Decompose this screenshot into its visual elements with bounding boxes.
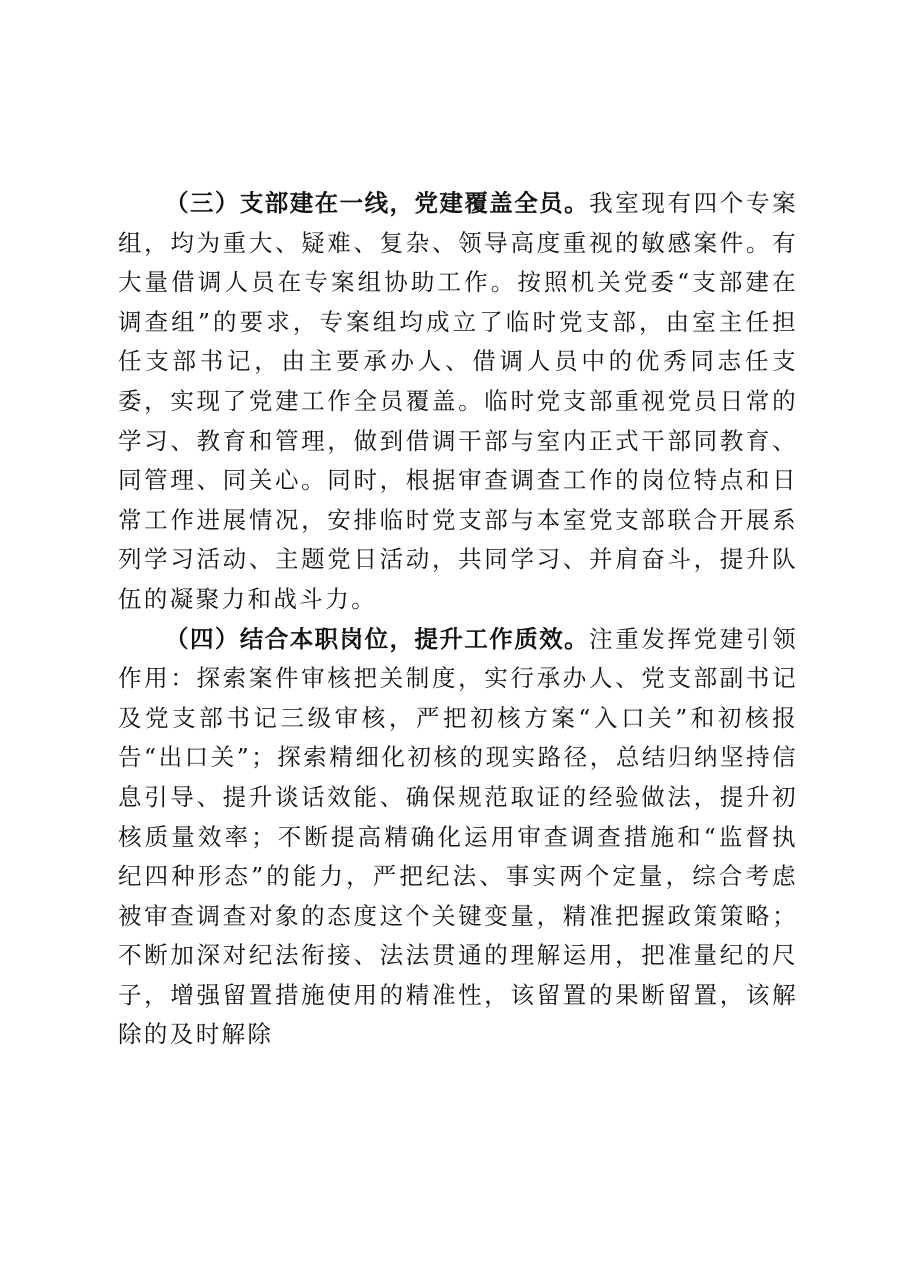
document-body [118,184,798,1055]
paragraph-section-4 [118,620,798,1056]
section-4-heading: （四）结合本职岗位，提升工作质效。 [165,624,590,653]
section-4-body: 注重发挥党建引领作用：探索案件审核把关制度，实行承办人、党支部副书记及党支部书记三级审核，严把初核方案“入口关”和初核报告“出口关”；探索精细化初核的现实路径，总结归纳坚持信息引导、提升谈话效能、确保规范取证的经验做法，提升初核质量效率；不断提高精确化运用审查调查措施和“监督执纪四种形态”的能力，严把纪法、事实两个定量，综合考虑被审查调查对象的态度这个关键变量，精准把握政策策略；不断加深对纪法衔接、法法贯通的理解运用，把准量纪的尺子，增强留置措施使用的精准性，该留置的果断留置，该解除的及时解除 [118,624,798,1049]
paragraph-section-3 [118,184,798,620]
section-3-heading: （三）支部建在一线，党建覆盖全员。 [165,189,590,217]
section-3-body: 我室现有四个专案组，均为重大、疑难、复杂、领导高度重视的敏感案件。有大量借调人员在专案组协助工作。按照机关党委“支部建在调查组”的要求，专案组均成立了临时党支部，由室主任担任支部书记，由主要承办人、借调人员中的优秀同志任支委，实现了党建工作全员覆盖。临时党支部重视党员日常的学习、教育和管理，做到借调干部与室内正式干部同教育、同管理、同关心。同时，根据审查调查工作的岗位特点和日常工作进展情况，安排临时党支部与本室党支部联合开展系列学习活动、主题党日活动，共同学习、并肩奋斗，提升队伍的凝聚力和战斗力。 [118,189,798,613]
